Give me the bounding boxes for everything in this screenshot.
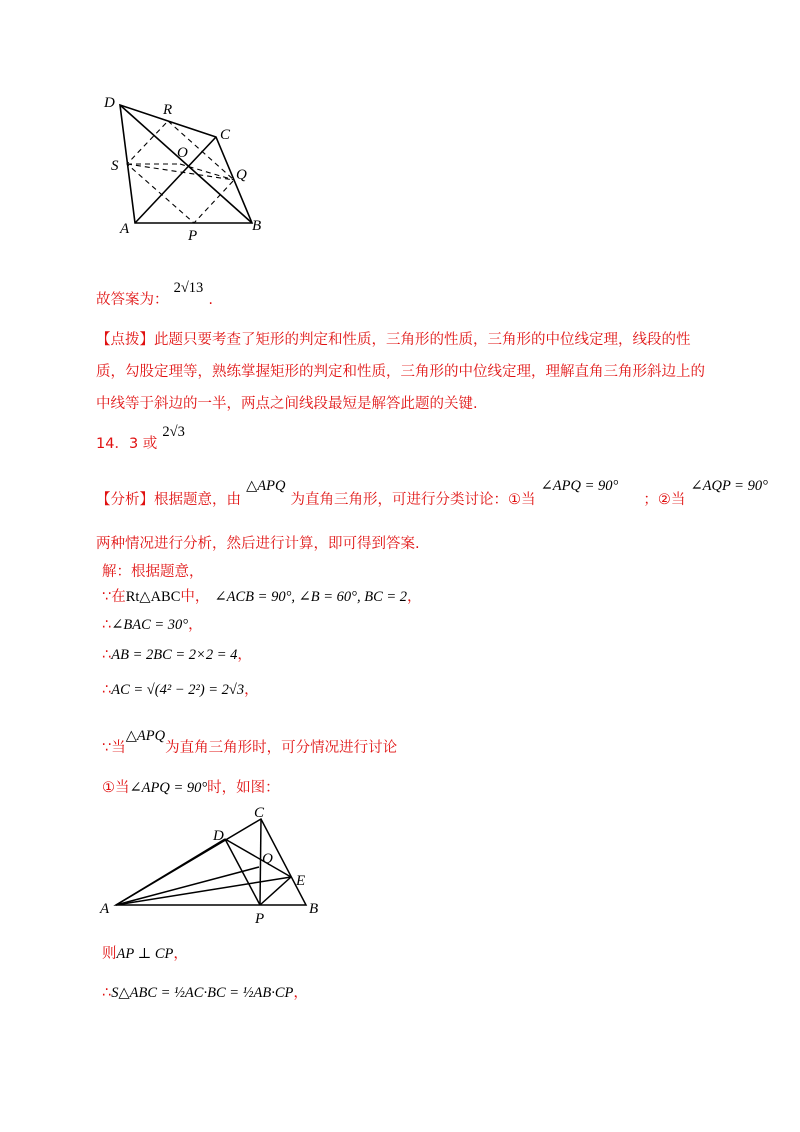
analysis-math-2: ∠APQ = 90° [540,478,619,494]
analysis-line-2: 两种情况进行分析，然后进行计算，即可得到答案. [96,536,420,552]
step-1-end: ， [407,589,422,605]
solution-step-8 [102,981,308,1004]
answer-prefix: 故答案为： [96,292,169,308]
quadrilateral-figure [100,90,280,250]
analysis-text-1: 【分析】根据题意，由 [96,492,241,508]
analysis-math-1: △APQ [246,478,286,494]
solution-intro: 解：根据题意， [102,564,204,580]
solution-step-7 [102,942,188,965]
step-8-pre: ∴ [102,985,112,1001]
step-1-math: Rt△ABC [125,589,181,605]
answer-value: 2√13 [173,280,204,296]
label-D: D [104,95,115,111]
step-1-mid: 中， [180,589,210,605]
label-C2: C [254,805,265,821]
analysis-line-1 [96,478,768,509]
label-R: R [163,102,173,118]
step-2-end: ， [188,617,203,633]
label-P2: P [255,911,265,927]
label-A: A [120,221,130,237]
step-4-pre: ∴ [102,682,112,698]
step-2-math: ∠BAC = 30° [111,617,189,633]
answer-suffix: . [208,292,214,308]
label-C: C [220,127,231,143]
tip-paragraph: 【点拨】此题只要考查了矩形的判定和性质，三角形的性质，三角形的中位线定理，线段的性质，勾股定理等，熟练掌握矩形的判定和性质，三角形的中位线定理，理解直角三角形斜边上的中线等于斜边的一半，两点之间线段最短是解答此题的关键. [96,332,705,412]
q14-number: 14．3 或 [96,436,158,452]
step-3-end: ， [237,647,252,663]
step-5-post: 为直角三角形时，可分情况进行讨论 [165,740,398,756]
analysis-text-3: ；②当 [643,492,686,508]
step-5-pre: ∵当 [102,740,126,756]
label-E2: E [296,873,306,889]
solution-step-6 [102,776,280,799]
step-6-math: ∠APQ = 90° [129,780,208,796]
step-7-math: AP ⊥ CP [116,946,174,962]
label-Q2: Q [262,851,273,867]
label-A2: A [100,901,110,917]
step-6-post: 时，如图： [207,780,280,796]
step-2-pre: ∴ [102,617,112,633]
solution-step-3 [102,643,252,666]
step-8-end: ， [293,985,308,1001]
solution-step-5 [102,728,398,759]
step-8-math: S△ABC = ½AC·BC = ½AB·CP [111,985,294,1001]
label-Q: Q [236,167,247,183]
step-1-cond: ∠ACB = 90°, ∠B = 60°, BC = 2 [214,589,408,605]
solution-step-1 [102,585,422,608]
label-O: O [177,145,188,161]
step-7-end: ， [173,946,188,962]
step-7-pre: 则 [102,946,117,962]
step-4-math: AC = √(4² − 2²) = 2√3 [111,682,245,698]
label-S: S [111,158,119,174]
q14-answer [96,424,185,453]
step-6-pre: ①当 [102,780,130,796]
step-5-math: △APQ [125,728,166,744]
step-3-pre: ∴ [102,647,112,663]
q14-value: 2√3 [162,424,185,440]
answer-line [96,280,214,309]
step-1-pre: ∵在 [102,589,126,605]
label-B2: B [309,901,319,917]
triangle-figure [96,803,336,928]
analysis-text-2: 为直角三角形，可进行分类讨论：①当 [290,492,536,508]
solution-step-2 [102,613,203,636]
step-4-end: ， [244,682,259,698]
label-P: P [188,228,198,244]
analysis-math-3: ∠AQP = 90° [690,478,768,494]
label-B: B [252,218,262,234]
step-3-math: AB = 2BC = 2×2 = 4 [111,647,238,663]
solution-step-4 [102,678,259,701]
label-D2: D [213,828,224,844]
